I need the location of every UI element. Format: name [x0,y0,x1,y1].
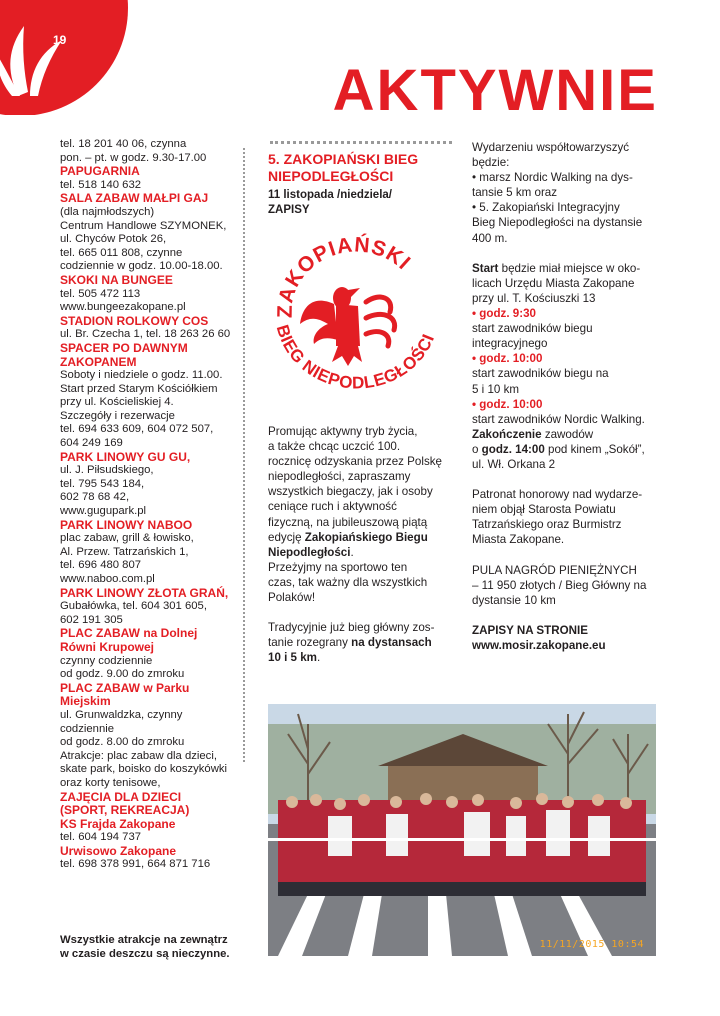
attraction-detail: www.gugupark.pl [60,505,147,518]
attraction-detail: tel. 18 201 40 06, czynna [60,138,187,150]
text-run: czas, tak ważny dla wszystkich [268,575,428,589]
spacer [472,472,662,487]
text-line [472,291,662,306]
text-line [268,545,454,560]
text-run: start zawodników biegu na [472,367,609,381]
text-run: Patronat honorowy nad wydarze- [472,488,643,502]
text-run: Bieg Niepodległości na dystansie [472,216,643,230]
text-run: Tatrzańskiego oraz Burmistrz [472,518,622,532]
run-logo [262,228,450,404]
runner-lines-icon [366,297,395,346]
attraction-detail: tel. 698 378 991, 664 871 716 [60,858,211,871]
attraction-detail: skate park, boisko do koszykówki [60,763,228,776]
text-line [268,635,454,650]
text-line [472,231,662,246]
text-line [472,200,662,215]
bold-run: godz. 14:00 [481,442,545,456]
event-heading-line-2: NIEPODLEGŁOŚCI [268,168,394,184]
attraction-detail: od godz. 8.00 do zmroku [60,736,185,749]
text-run: Miasta Zakopane. [472,533,565,547]
text-run: Tradycyjnie już bieg główny zos- [268,621,435,635]
text-line [472,532,662,547]
text-line [268,484,454,499]
text-line [268,439,454,454]
text-run: 400 m. [472,231,508,245]
attraction-name: SPACER PO DAWNYM [60,340,188,355]
bold-run: 10 i 5 km [268,651,317,665]
text-run: Wydarzeniu współtowarzyszyć [472,141,630,154]
attraction-name: KS Frajda Zakopane [60,816,176,831]
attraction-name: (SPORT, REKREACJA) [60,803,190,818]
attraction-detail: pon. – pt. w godz. 9.30-17.00 [60,151,207,164]
attraction-name: STADION ROLKOWY COS [60,313,209,328]
text-line [472,397,662,412]
text-run: niepodległości, zapraszamy [268,470,411,484]
bold-run: na dystansach [351,636,432,650]
spacer [268,605,454,620]
attraction-detail: od godz. 9.00 do zmroku [60,668,185,681]
text-line [472,261,662,276]
attraction-detail: tel. 694 633 609, 604 072 507, [60,423,214,436]
text-line [268,560,454,575]
text-run: start zawodników biegu [472,322,593,336]
text-line [268,650,454,665]
attraction-detail: Gubałówka, tel. 604 301 605, [60,600,207,613]
text-line [472,487,662,502]
logo-text-top: ZAKOPIAŃSKI [273,233,416,319]
attraction-name: PARK LINOWY ZŁOTA GRAŃ, [60,585,229,600]
text-line [268,515,454,530]
text-line [472,593,662,608]
text-line [472,427,662,442]
event-header [268,151,454,218]
text-run: licach Urzędu Miasta Zakopane [472,276,635,290]
text-line [472,215,662,230]
attraction-name: PARK LINOWY GU GU, [60,449,191,464]
event-heading-line-1: 5. ZAKOPIAŃSKI BIEG [268,151,419,167]
text-run: rocznicę odzyskania przez Polskę [268,455,442,469]
attraction-detail: tel. 665 011 808, czynne [60,246,183,259]
attraction-detail: Szczegóły i rezerwacje [60,409,175,422]
text-line [268,575,454,590]
text-line [268,424,454,439]
text-line [472,578,662,593]
red-time: • godz. 9:30 [472,307,536,321]
attraction-detail: ul. Chyców Potok 26, [60,233,167,246]
attraction-detail: tel. 696 480 807 [60,559,142,572]
text-line [268,499,454,514]
text-run: zawodów [541,427,594,441]
text-line [472,638,662,653]
race-photo [268,704,656,956]
corner-emblem [0,0,130,115]
event-description [268,424,454,666]
attraction-name: SKOKI NA BUNGEE [60,272,173,287]
text-run: integracyjnego [472,337,548,351]
attraction-name: ZAKOPANEM [60,354,137,369]
text-run: a także chcąc uczcić 100. [268,440,401,454]
spacer [472,246,662,261]
attraction-detail: (dla najmłodszych) [60,205,155,218]
event-registration-label: ZAPISY [268,204,310,216]
photo-timestamp: 11/11/2015 10:54 [539,939,644,950]
text-line [472,140,662,155]
text-run: • marsz Nordic Walking na dys- [472,171,633,185]
text-run: tansie 5 km oraz [472,186,558,200]
text-run: dystansie 10 km [472,593,556,607]
page-number: 19 [53,33,67,47]
text-run: start zawodników Nordic Walking. [472,412,645,426]
text-run: . [350,545,354,559]
text-line [472,563,662,578]
text-line [268,620,454,635]
text-run: edycję [268,530,305,544]
red-time: • godz. 10:00 [472,397,543,411]
attraction-detail: czynny codziennie [60,654,153,667]
bold-run: www.mosir.zakopane.eu [472,639,606,653]
text-line [472,623,662,638]
text-run: pod kinem „Sokół”, [544,442,645,456]
footer-note-line-2: w czasie deszczu są nieczynne. [60,948,230,960]
attraction-detail: Start przed Starym Kościółkiem [60,382,218,395]
attraction-detail: plac zabaw, grill & łowisko, [60,532,194,545]
section-divider [270,141,452,144]
attractions-list [60,138,240,872]
attraction-detail: ul. Br. Czecha 1, tel. 18 263 26 60 [60,328,231,341]
attraction-name: PLAC ZABAW na Dolnej [60,626,198,641]
attraction-name: PAPUGARNIA [60,164,140,179]
attraction-detail: 604 249 169 [60,437,123,450]
attraction-name: ZAJĘCIA DLA DZIECI [60,789,182,804]
text-line [472,170,662,185]
attraction-detail: Al. Przew. Tatrzańskich 1, [60,545,189,558]
attraction-detail: Soboty i niedziele o godz. 11.00. [60,369,223,382]
text-line [472,306,662,321]
attraction-detail: tel. 604 194 737 [60,831,142,844]
text-line [472,442,662,457]
attraction-detail: www.bungeezakopane.pl [60,301,186,314]
attraction-name: SALA ZABAW MAŁPI GAJ [60,191,209,206]
attraction-detail: 602 191 305 [60,613,123,626]
text-run: . [317,651,321,665]
attraction-detail: www.naboo.com.pl [60,573,155,585]
attraction-name: Równi Krupowej [60,639,154,654]
text-run: 5 i 10 km [472,382,520,396]
red-time: • godz. 10:00 [472,352,543,366]
bold-run: Niepodległości [268,545,351,559]
attraction-name: Urwisowo Zakopane [60,843,177,858]
text-run: • 5. Zakopiański Integracyjny [472,201,620,215]
column-divider [243,148,245,762]
text-run: Polaków! [268,591,316,605]
attraction-detail: tel. 795 543 184, [60,477,145,490]
text-run: ul. Wł. Orkana 2 [472,457,556,471]
text-line [268,454,454,469]
attraction-name: PLAC ZABAW w Parku [60,680,190,695]
text-run: będzie: [472,156,510,170]
text-run: o [472,442,482,456]
attraction-detail: oraz korty tenisowe, [60,776,161,789]
text-run: Promując aktywny tryb życia, [268,425,418,438]
text-line [472,366,662,381]
attraction-detail: codziennie [60,722,115,735]
text-line [472,336,662,351]
text-run: wszystkich biegaczy, jak i osoby [268,485,433,499]
text-line [472,517,662,532]
text-run: będzie miał miejsce w oko- [498,261,641,275]
page-title: AKTYWNIE [332,58,658,123]
attraction-detail: Atrakcje: plac zabaw dla dzieci, [60,749,217,762]
text-run: tanie rozegrany [268,636,352,650]
text-line [472,185,662,200]
logo-text-bottom: BIEG NIEPODLEGŁOŚCI [272,322,439,393]
text-run: PULA NAGRÓD PIENIĘŻNYCH [472,563,637,577]
footer-note-line-1: Wszystkie atrakcje na zewnątrz [60,934,228,946]
eagle-icon [300,287,362,366]
text-line [472,382,662,397]
text-line [268,590,454,605]
event-date: 11 listopada /niedziela/ [268,189,392,201]
attraction-detail: ul. Grunwaldzka, czynny [60,708,183,721]
attraction-name: Miejskim [60,694,111,709]
text-line [472,502,662,517]
attraction-detail: przy ul. Kościeliskiej 4. [60,396,174,409]
text-line [472,457,662,472]
text-run: Przeżyjmy na sportowo ten [268,560,408,574]
text-run: ceniące ruch i aktywność [268,500,397,514]
text-run: – 11 950 złotych / Bieg Główny na [472,578,647,592]
attraction-detail: ul. J. Piłsudskiego, [60,464,154,477]
attraction-name: PARK LINOWY NABOO [60,517,193,532]
text-line [472,276,662,291]
bold-run: Zakończenie [472,427,542,441]
attraction-detail: 602 78 68 42, [60,491,130,504]
text-run: przy ul. T. Kościuszki 13 [472,291,596,305]
text-line [472,351,662,366]
text-line [268,469,454,484]
footer-note [60,933,244,961]
text-run: fizyczną, na jubileuszową piątą [268,515,428,529]
spacer [472,548,662,563]
spacer [472,608,662,623]
text-run: niem objął Starosta Powiatu [472,503,616,517]
attraction-detail: tel. 505 472 113 [60,287,141,300]
attraction-detail: Centrum Handlowe SZYMONEK, [60,219,227,232]
bold-run: Start [472,261,499,275]
text-line [472,321,662,336]
text-line [472,155,662,170]
text-line [268,530,454,545]
event-details [472,140,662,653]
bold-run: ZAPISY NA STRONIE [472,624,588,637]
attraction-detail: codziennie w godz. 10.00-18.00. [60,260,223,273]
text-line [472,412,662,427]
bold-run: Zakopiańskiego Biegu [304,530,428,544]
attraction-detail: tel. 518 140 632 [60,178,142,191]
